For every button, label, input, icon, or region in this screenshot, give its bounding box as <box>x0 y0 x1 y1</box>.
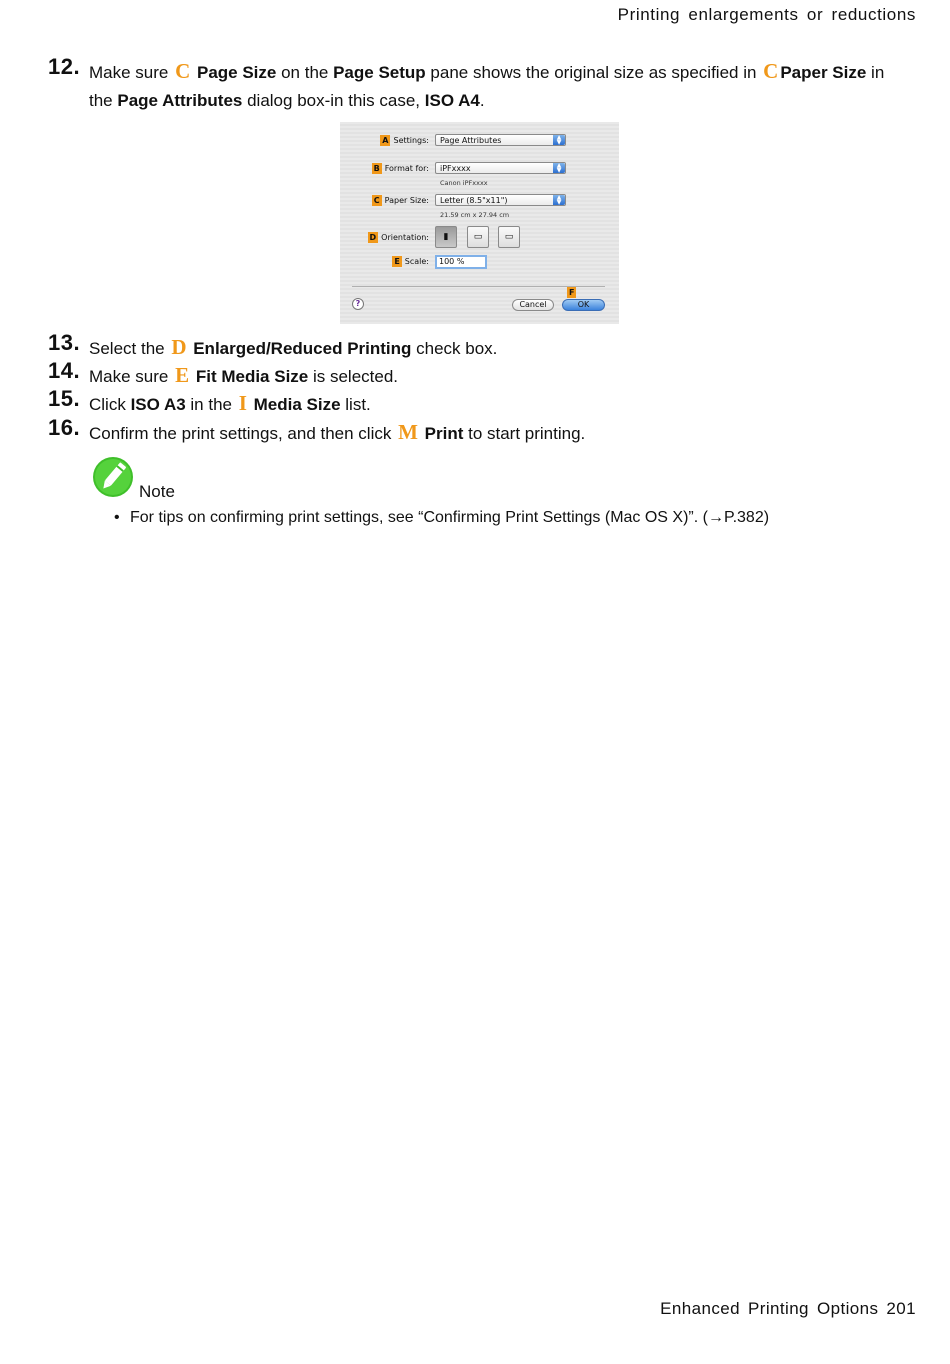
callout-letter: C <box>175 59 191 83</box>
step-text <box>89 333 908 363</box>
portrait-icon[interactable]: ▮ <box>435 226 457 248</box>
step-text-run: list. <box>340 395 371 414</box>
bullet: • <box>114 509 120 526</box>
step-16 <box>48 415 908 448</box>
note-text: For tips on confirming print settings, see “Confirming Print Settings (Mac OS X)”. (→P.382) <box>130 509 770 526</box>
settings-popup[interactable]: Page Attributes ▲ ▼ <box>435 134 566 146</box>
ui-term: Enlarged/Reduced Printing <box>188 339 412 358</box>
ui-term: Page Attributes <box>117 91 243 110</box>
note-bullet-item <box>114 508 769 528</box>
callout-letter: E <box>175 363 190 387</box>
callout-letter: M <box>398 420 418 444</box>
orientation-label: D Orientation: <box>369 233 429 242</box>
format-for-row <box>340 162 619 187</box>
paper-size-row <box>340 194 619 219</box>
format-for-popup[interactable]: iPFxxxx ▲ ▼ <box>435 162 566 174</box>
paper-size-label: C Paper Size: <box>373 196 429 205</box>
scale-input[interactable]: 100 % <box>435 255 487 269</box>
callout-tag: F <box>569 288 575 297</box>
ui-term: Fit Media Size <box>191 367 309 386</box>
ui-term: Page Setup <box>333 63 426 82</box>
scale-row <box>340 255 619 269</box>
ui-term: ISO A3 <box>130 395 186 414</box>
paper-size-popup[interactable]: Letter (8.5"x11") ▲ ▼ <box>435 194 566 206</box>
ui-term: Print <box>419 424 464 443</box>
ui-term: Media Size <box>248 395 341 414</box>
cancel-button[interactable]: Cancel <box>512 299 554 311</box>
step-text-run: . <box>479 91 485 110</box>
footer-section: Enhanced Printing Options <box>660 1299 879 1318</box>
help-icon[interactable]: ? <box>352 298 364 310</box>
step-text-run: Make sure <box>89 367 174 386</box>
step-text-run: Confirm the print settings, and then click <box>89 424 397 443</box>
step-text-run: on the <box>276 63 334 82</box>
note-pencil-icon <box>92 456 134 498</box>
step-15 <box>48 386 908 419</box>
step-text-run: Click <box>89 395 131 414</box>
step-text-run: in the <box>89 63 885 110</box>
ui-term: Paper Size <box>780 63 867 82</box>
step-12 <box>48 54 908 115</box>
format-for-subtext: Canon iPFxxxx <box>440 179 488 187</box>
step-text-run: to start printing. <box>463 424 586 443</box>
running-header: Printing enlargements or reductions <box>617 5 916 24</box>
step-text <box>89 389 908 419</box>
step-text <box>89 418 908 448</box>
callout-letter: I <box>238 391 247 415</box>
step-text-run: Select the <box>89 339 170 358</box>
ui-term: ISO A4 <box>424 91 480 110</box>
landscape-right-icon[interactable]: ▭ <box>498 226 520 248</box>
step-text-run: check box. <box>411 339 498 358</box>
paper-size-subtext: 21.59 cm x 27.94 cm <box>440 211 510 219</box>
popup-arrows-icon: ▲ ▼ <box>553 195 565 205</box>
step-number: 14. <box>48 358 81 383</box>
popup-arrows-icon: ▲ ▼ <box>553 163 565 173</box>
step-text-run: is selected. <box>308 367 399 386</box>
note-title: Note <box>139 482 175 501</box>
callout-tag: A <box>382 136 389 145</box>
step-14 <box>48 358 908 391</box>
step-text-run: dialog box-in this case, <box>242 91 425 110</box>
callout-tag: C <box>373 196 380 205</box>
settings-row <box>340 134 619 148</box>
step-13 <box>48 330 908 363</box>
callout-tag: D <box>369 233 377 242</box>
step-number: 15. <box>48 386 81 411</box>
step-text-run: pane shows the original size as specified in <box>425 63 762 82</box>
popup-arrows-icon: ▲ ▼ <box>553 135 565 145</box>
landscape-left-icon[interactable]: ▭ <box>467 226 489 248</box>
callout-letter: D <box>171 335 187 359</box>
page-setup-dialog-figure <box>340 122 619 324</box>
step-text-run: Make sure <box>89 63 174 82</box>
step-text-run: in the <box>185 395 237 414</box>
scale-label: E Scale: <box>394 257 429 266</box>
step-number: 13. <box>48 330 81 355</box>
callout-tag: E <box>394 257 400 266</box>
callout-tag: B <box>373 164 380 173</box>
step-number: 16. <box>48 415 81 440</box>
step-number: 12. <box>48 54 81 79</box>
settings-label: A Settings: <box>382 136 429 145</box>
format-for-label: B Format for: <box>373 164 429 173</box>
page-number: 201 <box>886 1299 916 1318</box>
step-text <box>89 57 908 115</box>
callout-letter: C <box>763 59 779 83</box>
page-footer <box>660 1299 916 1319</box>
ui-term: Page Size <box>192 63 277 82</box>
step-text <box>89 361 908 391</box>
ok-button[interactable]: OK <box>562 299 605 311</box>
orientation-row <box>340 226 619 250</box>
